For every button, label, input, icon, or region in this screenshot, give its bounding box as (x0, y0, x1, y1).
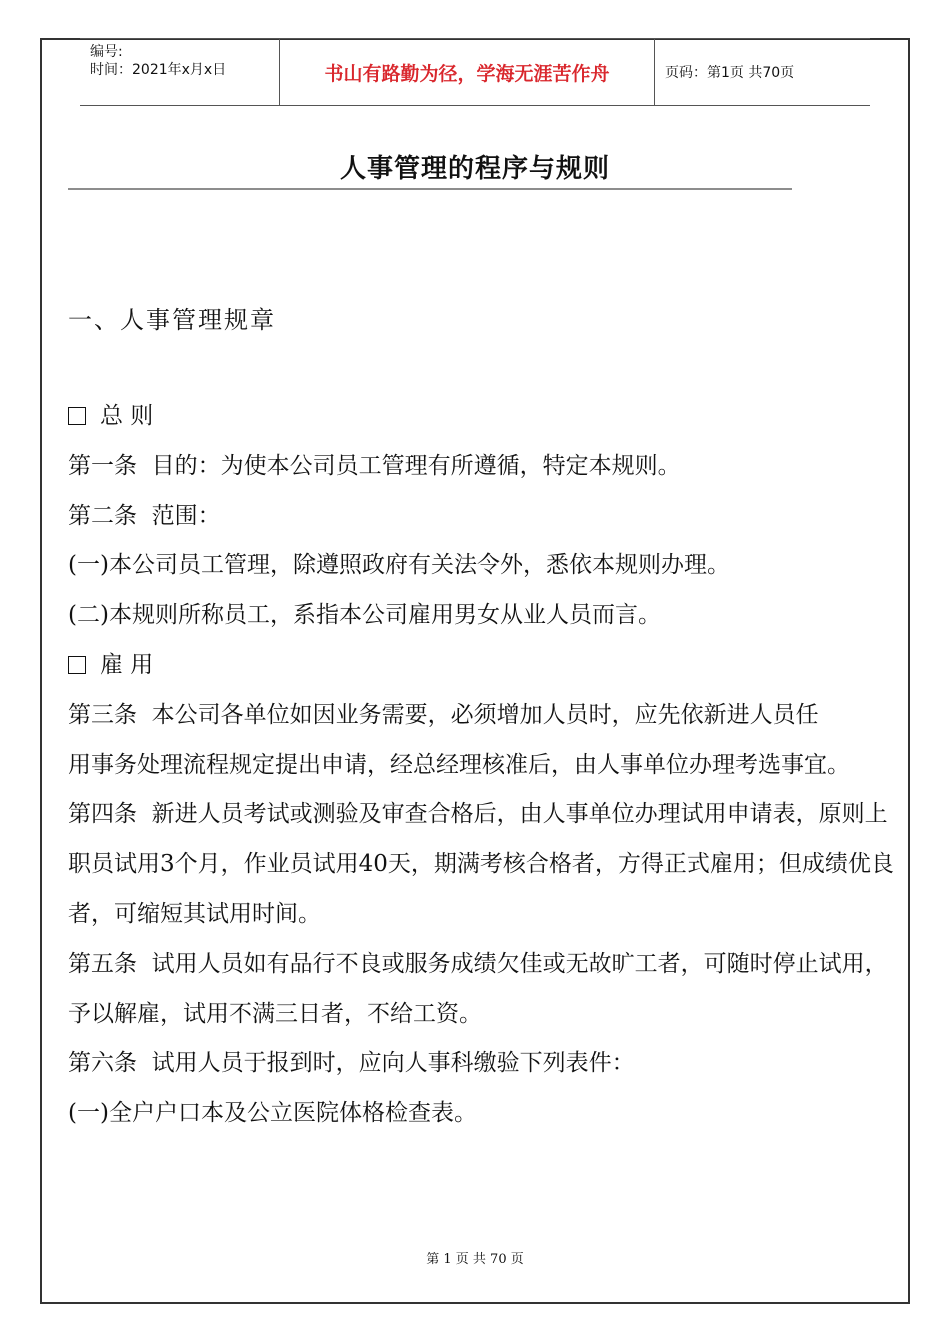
article-3-line-2: 用事务处理流程规定提出申请，经总经理核准后，由人事单位办理考选事宜。 (68, 751, 850, 778)
number-label: 编号: (90, 44, 123, 60)
checkbox-icon (68, 656, 86, 674)
section-heading: 一、人事管理规章 (68, 306, 276, 334)
article-2: 第二条 范围： (68, 502, 221, 529)
article-1: 第一条 目的：为使本公司员工管理有所遵循，特定本规则。 (68, 452, 681, 479)
page-footer: 第 1 页 共 70 页 (426, 1252, 524, 1267)
article-5: 第五条 试用人员如有品行不良或服务成绩欠佳或无故旷工者，可随时停止试用，予以解雇，试用不满三日者，不给工资。 (68, 950, 888, 1027)
body-text (68, 392, 898, 1139)
checkbox-icon (68, 407, 86, 425)
article-4: 第四条 新进人员考试或测验及审查合格后，由人事单位办理试用申请表，原则上职员试用3个月，作业员试用40天，期满考核合格者，方得正式雇用；但成绩优良者，可缩短其试用时间。 (68, 801, 894, 927)
article-2-item-2: (二)本规则所称员工，系指本公司雇用男女从业人员而言。 (68, 602, 661, 629)
article-6: 第六条 试用人员于报到时，应向人事科缴验下列表件： (68, 1050, 635, 1077)
header-motto: 书山有路勤为径，学海无涯苦作舟 (280, 39, 655, 105)
article-3-line-1: 第三条 本公司各单位如因业务需要，必须增加人员时，应先依新进人员任 (68, 701, 819, 728)
title-divider (68, 188, 792, 190)
header-page-info: 页码：第1页 共70页 (665, 65, 795, 81)
article-2-item-1: (一)本公司员工管理，除遵照政府有关法令外，悉依本规则办理。 (68, 552, 730, 579)
article-6-item-1: (一)全户户口本及公立医院体格检查表。 (68, 1100, 477, 1127)
document-title: 人事管理的程序与规则 (339, 154, 610, 184)
subheading-employment: 雇 用 (68, 641, 898, 691)
header-meta (80, 39, 280, 105)
time-label: 时间：2021年x月x日 (90, 62, 227, 78)
header-table (80, 38, 870, 106)
subheading-general: 总 则 (68, 392, 898, 442)
